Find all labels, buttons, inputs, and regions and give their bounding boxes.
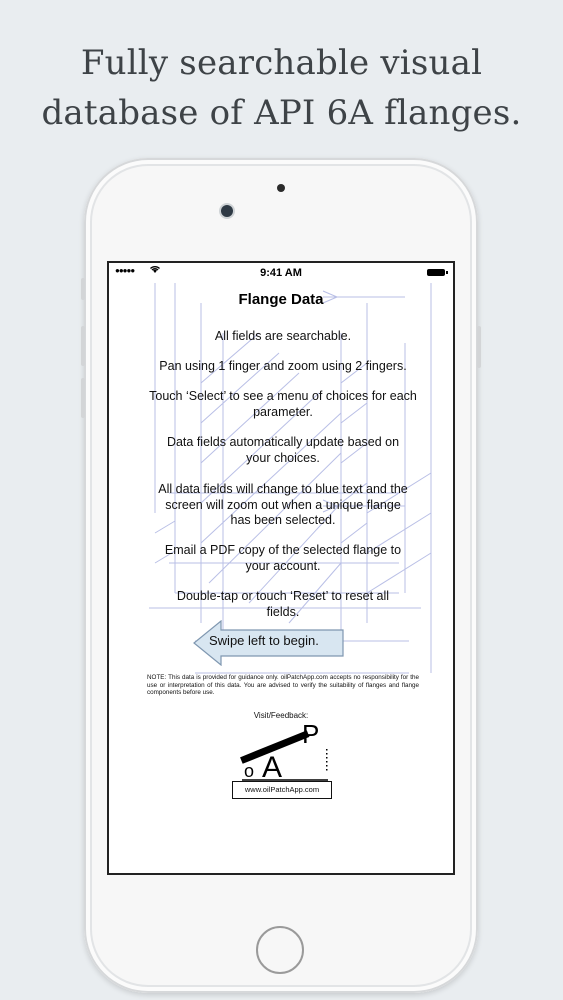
volume-up-button: [81, 326, 85, 366]
instruction-searchable: All fields are searchable.: [214, 329, 352, 343]
visit-feedback-label: Visit/Feedback:: [253, 711, 309, 720]
instruction-reset: Double-tap or touch ‘Reset’ to reset all fields.: [176, 589, 390, 619]
phone-frame: [84, 158, 478, 993]
instruction-select: Touch ‘Select’ to see a menu of choices for each parameter.: [149, 389, 417, 419]
headline-line-1: Fully searchable visual: [80, 43, 483, 83]
disclaimer-note: NOTE: This data is provided for guidance only. oilPatchApp.com accepts no responsibility for the use or interpretation of this data. You are advised to verify the suitability of flanges and flange components before use.: [147, 674, 419, 696]
instruction-blue-text: All data fields will change to blue text and the screen will zoom out when a unique flange has been selected.: [158, 482, 408, 527]
website-link[interactable]: www.oilPatchApp.com: [232, 781, 332, 799]
mute-switch: [81, 278, 85, 300]
camera-icon: [221, 205, 233, 217]
svg-text:o: o: [244, 761, 255, 781]
battery-icon: [427, 269, 445, 276]
status-bar: [109, 263, 453, 283]
speaker-icon: [277, 184, 285, 192]
svg-text:P: P: [302, 719, 320, 749]
page-title: Flange Data: [238, 291, 324, 308]
swipe-label[interactable]: Swipe left to begin.: [209, 633, 319, 648]
instruction-email-pdf: Email a PDF copy of the selected flange to your account.: [164, 543, 402, 573]
headline-line-2: database of API 6A flanges.: [41, 93, 522, 133]
signal-icon: ●●●●●: [115, 266, 135, 275]
headline: [0, 38, 563, 138]
app-screen[interactable]: [107, 261, 455, 875]
instruction-pan-zoom: Pan using 1 finger and zoom using 2 fingers.: [159, 359, 407, 373]
oilpatchapp-logo[interactable]: [232, 719, 332, 781]
svg-text:A: A: [262, 751, 283, 781]
status-time: 9:41 AM: [260, 267, 302, 279]
home-button[interactable]: [256, 926, 304, 974]
power-button: [477, 326, 481, 368]
instruction-auto-update: Data fields automatically update based on your choices.: [166, 435, 400, 465]
volume-down-button: [81, 378, 85, 418]
